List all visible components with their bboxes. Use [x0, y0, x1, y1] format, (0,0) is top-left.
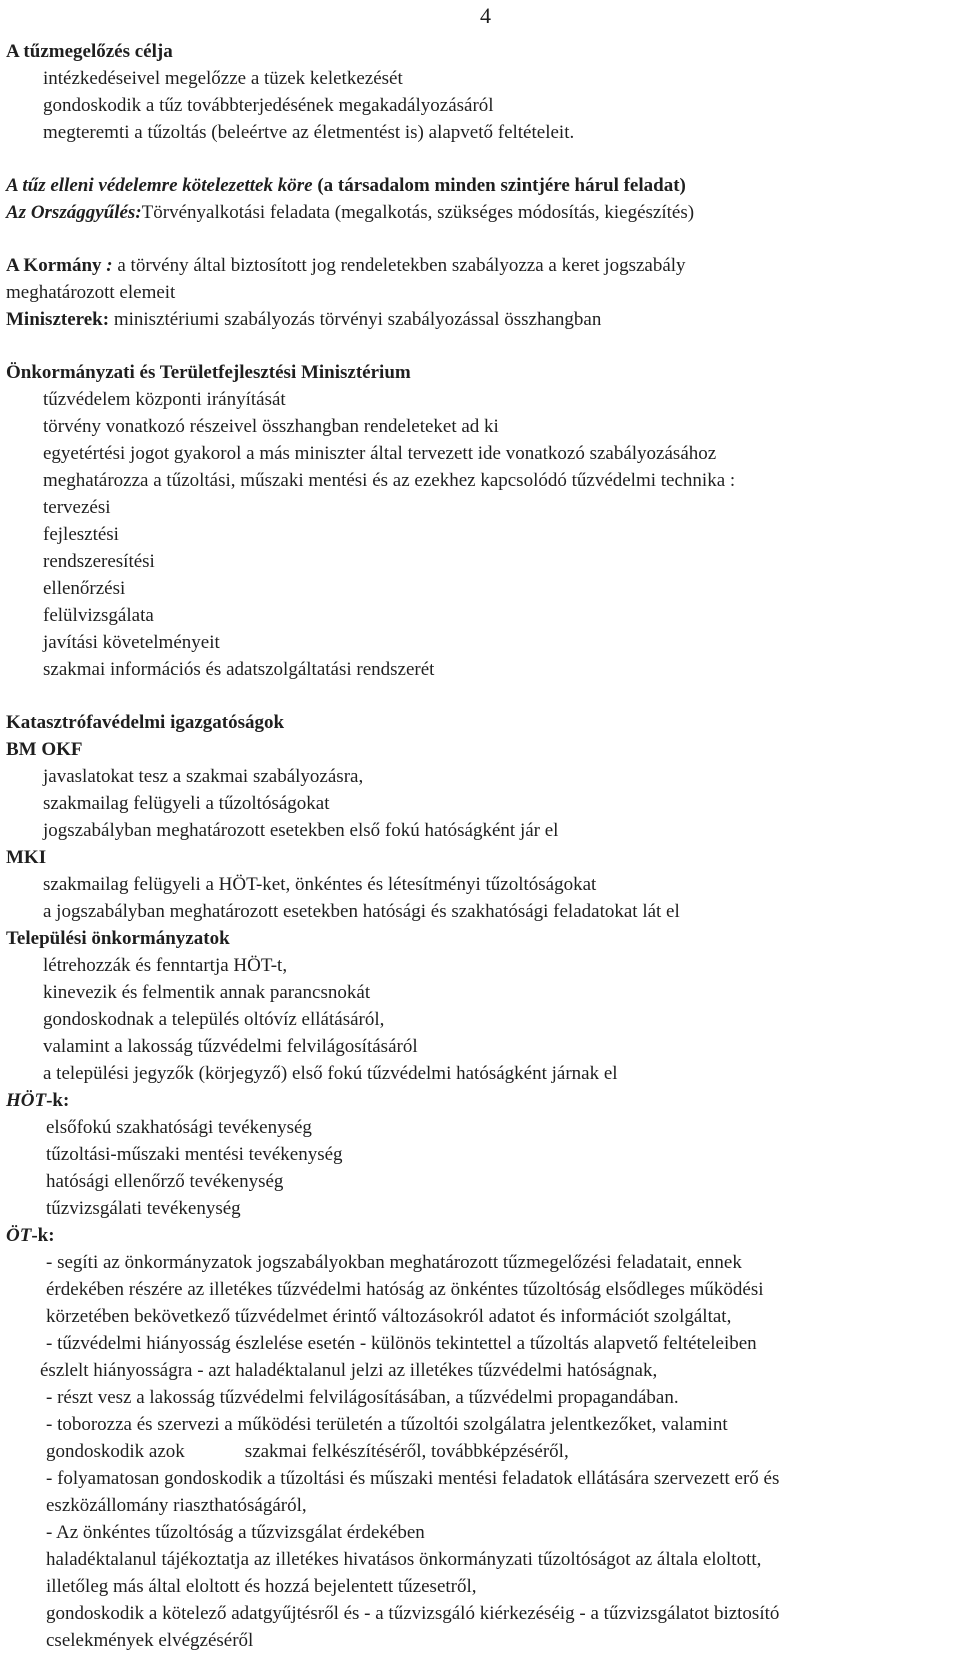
bmokf-label: BM OKF	[6, 739, 83, 760]
list-item: a települési jegyzők (körjegyző) első fokú tűzvédelmi hatóságként járnak el	[43, 1063, 618, 1084]
ot-paragraph-line: - részt vesz a lakosság tűzvédelmi felvilágosításában, a tűzvédelmi propagandában.	[46, 1387, 679, 1408]
ot-paragraph-line: - folyamatosan gondoskodik a tűzoltási és műszaki mentési feladatok ellátására szervezett erő és	[46, 1468, 780, 1489]
government-label-colon: :	[101, 255, 113, 276]
list-item: intézkedéseivel megelőzze a tüzek keletkezését	[43, 68, 403, 89]
document-body	[6, 38, 954, 1654]
ot-paragraph-line: gondoskodik a kötelező adatgyűjtésről és - a tűzvizsgáló kiérkezéséig - a tűzvizsgálatot biztosító	[46, 1603, 780, 1624]
ot-paragraph-line: - segíti az önkormányzatok jogszabályokban meghatározott tűzmegelőzési feladatait, ennek	[46, 1252, 742, 1273]
list-item: egyetértési jogot gyakorol a más miniszter által tervezett ide vonatkozó szabályozásához	[43, 443, 717, 464]
government-line	[6, 252, 954, 279]
list-item: valamint a lakosság tűzvédelmi felvilágosításáról	[43, 1036, 418, 1057]
obligated-title-rest: (a társadalom minden szintjére hárul feladat)	[312, 175, 686, 196]
ot-paragraph-line: - toborozza és szervezi a működési területén a tűzoltói szolgálatra jelentkezőket, valamint	[46, 1414, 728, 1435]
ministry-heading: Önkormányzati és Területfejlesztési Minisztérium	[6, 362, 411, 383]
list-item: törvény vonatkozó részeivel összhangban rendeleteket ad ki	[43, 416, 499, 437]
ot-paragraph-line: cselekmények elvégzéséről	[46, 1630, 254, 1651]
government-text-continued: meghatározott elemeit	[6, 282, 176, 303]
list-item: tűzoltási-műszaki mentési tevékenység	[46, 1144, 343, 1165]
list-item: ellenőrzési	[43, 578, 126, 599]
hot-label-rest: -k:	[46, 1090, 70, 1111]
list-item: rendszeresítési	[43, 551, 155, 572]
list-item: kinevezik és felmentik annak parancsnokát	[43, 982, 371, 1003]
ot-paragraph-line: illetőleg más által eloltott és hozzá bejelentett tűzesetről,	[46, 1576, 477, 1597]
ot-paragraph-line: észlelt hiányosságra - azt haladéktalanul jelzi az illetékes tűzvédelmi hatóságnak,	[40, 1360, 658, 1381]
ot-label-italic: ÖT	[6, 1225, 32, 1246]
government-label: A Kormány	[6, 255, 102, 276]
ot-paragraph-line	[6, 1438, 954, 1465]
list-item: a jogszabályban meghatározott esetekben hatósági és szakhatósági feladatokat lát el	[43, 901, 680, 922]
ot-paragraph-line: körzetében bekövetkező tűzvédelmet érintő változásokról adatot és információt szolgáltat,	[46, 1306, 732, 1327]
list-item: szakmailag felügyeli a tűzoltóságokat	[43, 793, 330, 814]
ministers-label: Miniszterek:	[6, 309, 110, 330]
parliament-text: Törvényalkotási feladata (megalkotás, szükséges módosítás, kiegészítés)	[141, 202, 695, 223]
ot-paragraph-line: érdekében részére az illetékes tűzvédelmi hatóság az önkéntes tűzoltóság elsődleges működési	[46, 1279, 764, 1300]
fire-prevention-heading: A tűzmegelőzés célja	[6, 41, 173, 62]
list-item: hatósági ellenőrző tevékenység	[46, 1171, 284, 1192]
ot-p4-part-b: szakmai felkészítéséről, továbbképzéséről,	[244, 1441, 569, 1462]
parliament-label: Az Országgyűlés:	[6, 202, 142, 223]
obligated-title-italic: A tűz elleni védelemre kötelezettek köre	[6, 175, 313, 196]
ot-paragraph-line: - Az önkéntes tűzoltóság a tűzvizsgálat érdekében	[46, 1522, 425, 1543]
list-item: szakmai információs és adatszolgáltatási rendszerét	[43, 659, 435, 680]
ot-paragraph-line: eszközállomány riaszthatóságáról,	[46, 1495, 307, 1516]
list-item: fejlesztési	[43, 524, 119, 545]
government-text: a törvény által biztosított jog rendeletekben szabályozza a keret jogszabály	[112, 255, 686, 276]
list-item: meghatározza a tűzoltási, műszaki mentési és az ezekhez kapcsolódó tűzvédelmi technika :	[43, 470, 736, 491]
list-item: gondoskodik a tűz továbbterjedésének megakadályozásáról	[43, 95, 494, 116]
list-item: tűzvédelem központi irányítását	[43, 389, 286, 410]
list-item: szakmailag felügyeli a HÖT-ket, önkéntes és létesítményi tűzoltóságokat	[43, 874, 597, 895]
list-item: jogszabályban meghatározott esetekben első fokú hatóságként jár el	[43, 820, 559, 841]
list-item: felülvizsgálata	[43, 605, 154, 626]
parliament-line	[6, 199, 954, 226]
list-item: javaslatokat tesz a szakmai szabályozásra,	[43, 766, 364, 787]
list-item: gondoskodnak a település oltóvíz ellátásáról,	[43, 1009, 385, 1030]
list-item: tervezési	[43, 497, 111, 518]
municipal-heading: Települési önkormányzatok	[6, 928, 230, 949]
ministers-text: minisztériumi szabályozás törvényi szabályozással összhangban	[109, 309, 602, 330]
ot-paragraph-line: - tűzvédelmi hiányosság észlelése esetén - különös tekintettel a tűzoltás alapvető feltételeiben	[46, 1333, 757, 1354]
page-number: 4	[480, 3, 491, 28]
ot-paragraph-line: haladéktalanul tájékoztatja az illetékes hivatásos önkormányzati tűzoltóságot az általa eloltott,	[46, 1549, 762, 1570]
ot-p4-part-a: gondoskodik azok	[46, 1441, 185, 1462]
obligated-heading	[6, 172, 954, 199]
list-item: tűzvizsgálati tevékenység	[46, 1198, 241, 1219]
ministers-line	[6, 306, 954, 333]
disaster-heading: Katasztrófavédelmi igazgatóságok	[6, 712, 285, 733]
hot-label	[6, 1087, 954, 1114]
list-item: létrehozzák és fenntartja HÖT-t,	[43, 955, 288, 976]
list-item: elsőfokú szakhatósági tevékenység	[46, 1117, 312, 1138]
list-item: javítási követelményeit	[43, 632, 220, 653]
mki-label: MKI	[6, 847, 47, 868]
list-item: megteremti a tűzoltás (beleértve az életmentést is) alapvető feltételeit.	[43, 122, 575, 143]
ot-label	[6, 1222, 954, 1249]
ot-label-rest: -k:	[31, 1225, 55, 1246]
hot-label-italic: HÖT	[6, 1090, 47, 1111]
